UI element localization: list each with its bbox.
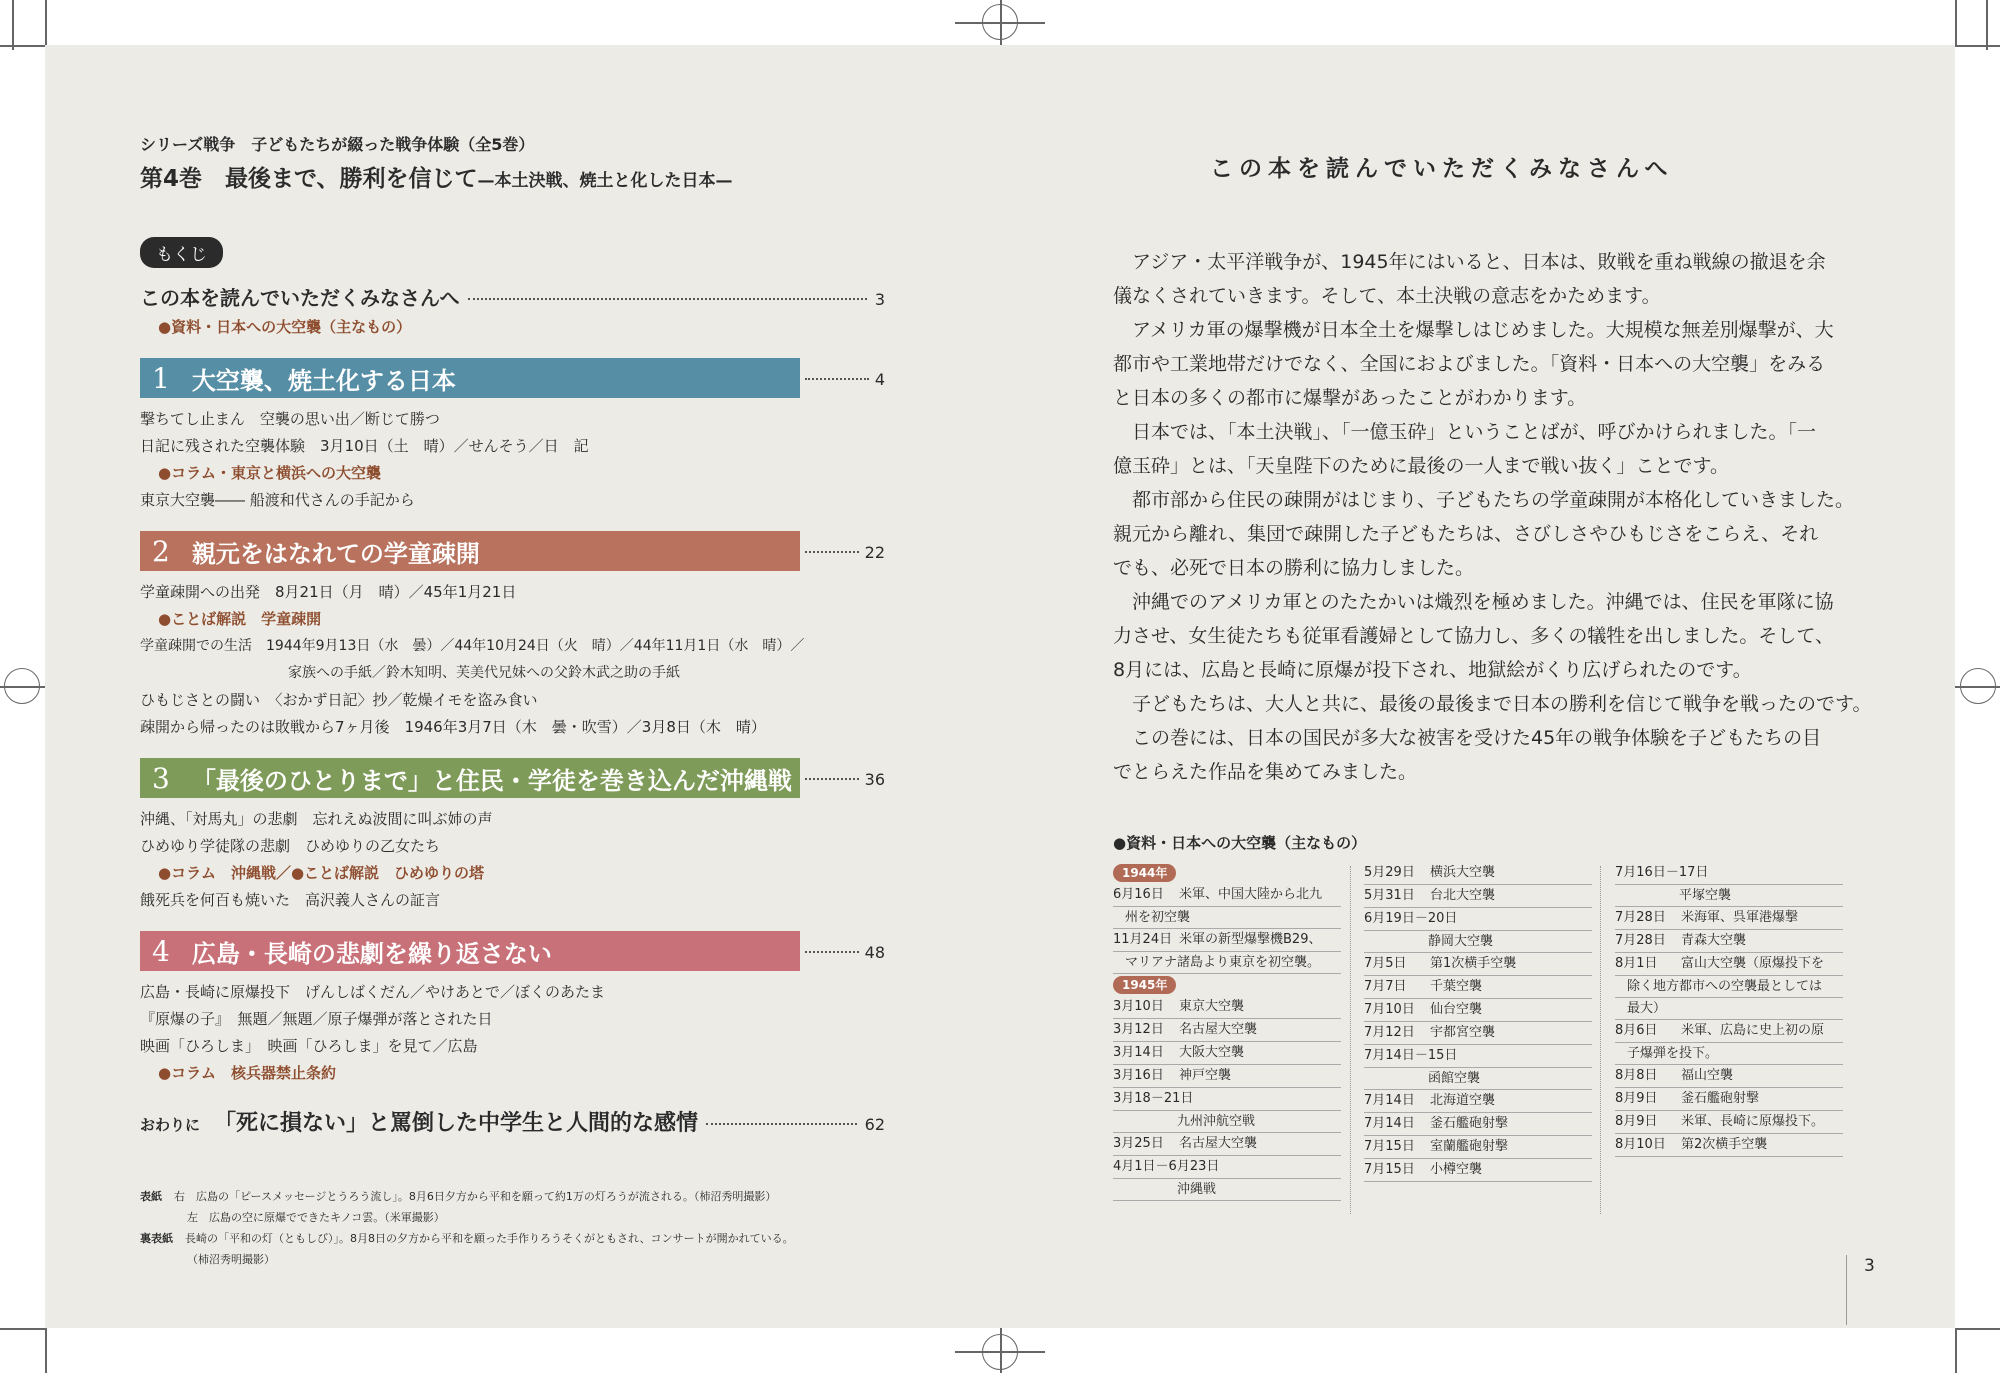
- air-raid-date: 4月1日－6月23日: [1113, 1159, 1220, 1174]
- toc-column-item[interactable]: ●コラム 核兵器禁止条約: [158, 1064, 336, 1082]
- air-raid-event: 第2次横手空襲: [1681, 1137, 1768, 1152]
- air-raid-date: 11月24日: [1113, 932, 1173, 947]
- air-raid-event: 青森大空襲: [1681, 933, 1747, 948]
- column-divider: [1600, 866, 1601, 1214]
- chapter-1-heading[interactable]: [140, 358, 800, 398]
- air-raid-event: 米海軍、呉軍港爆撃: [1681, 910, 1799, 925]
- air-raid-row: [1615, 862, 1843, 885]
- air-raid-date: 7月28日: [1615, 910, 1666, 925]
- toc-sub-entry[interactable]: ●資料・日本への大空襲（主なもの）: [158, 318, 412, 336]
- air-raid-row: 九州沖航空戦: [1113, 1111, 1341, 1133]
- air-raid-date: 7月28日: [1615, 933, 1666, 948]
- toc-page-number: 3: [874, 290, 885, 309]
- air-raid-row: [1364, 1090, 1592, 1113]
- air-raid-event: 第1次横手空襲: [1430, 956, 1517, 971]
- air-raid-row: [1364, 885, 1592, 908]
- intro-paragraph: [1113, 245, 1872, 789]
- toc-page-number: 48: [864, 943, 885, 962]
- chapter-title: 「最後のひとりまで」と住民・学徒を巻き込んだ沖縄戦: [191, 766, 792, 795]
- air-raid-date: 3月14日: [1113, 1045, 1164, 1060]
- toc-page-number: 62: [864, 1115, 885, 1134]
- air-raid-date: 8月8日: [1615, 1068, 1658, 1083]
- air-raid-date: 7月16日－17日: [1615, 865, 1709, 880]
- air-raid-date: 3月25日: [1113, 1136, 1164, 1151]
- text-line: この巻には、日本の国民が多大な被害を受けた45年の戦争体験を子どもたちの目: [1113, 727, 1822, 749]
- air-raid-row: 静岡大空襲: [1364, 931, 1592, 953]
- text-line: 都市や工業地帯だけでなく、全国におよびました。「資料・日本への大空襲」をみる: [1113, 353, 1826, 375]
- air-raid-date: 7月15日: [1364, 1162, 1415, 1177]
- toc-item[interactable]: 広島・長崎に原爆投下 げんしばくだん／やけあとで／ぼくのあたま: [140, 983, 606, 1001]
- toc-item[interactable]: 『原爆の子』 無題／無題／原子爆弾が落とされた日: [140, 1010, 493, 1028]
- air-raid-row: [1615, 1088, 1843, 1111]
- air-raid-date: 3月18－21日: [1113, 1091, 1194, 1106]
- toc-item[interactable]: 餓死兵を何百も焼いた 高沢義人さんの証言: [140, 891, 441, 909]
- air-raid-row: [1113, 929, 1341, 952]
- toc-item[interactable]: 映画「ひろしま」 映画「ひろしま」を見て／広島: [140, 1037, 478, 1055]
- air-raid-date: 5月29日: [1364, 865, 1415, 880]
- air-raid-event: 米軍の新型爆撃機B29、: [1179, 932, 1322, 947]
- toc-page-number: 36: [864, 770, 885, 789]
- air-raid-event: 宇都宮空襲: [1430, 1025, 1496, 1040]
- chapter-number: 4: [152, 934, 170, 968]
- air-raid-event: 米軍、中国大陸から北九: [1179, 887, 1323, 902]
- toc-item[interactable]: 学童疎開への出発 8月21日（月 晴）／45年1月21日: [140, 583, 517, 601]
- air-raid-event: 名古屋大空襲: [1179, 1022, 1258, 1037]
- air-raid-column-2: [1364, 862, 1592, 1182]
- air-raid-row: [1615, 1134, 1843, 1157]
- text-line: 力させ、女生徒たちも従軍看護婦として協力し、多くの犠牲を出しました。そして、: [1113, 625, 1835, 647]
- toc-column-item[interactable]: ●コラム 沖縄戦／●ことば解説 ひめゆりの塔: [158, 864, 485, 882]
- toc-item[interactable]: 沖縄、「対馬丸」の悲劇 忘れえぬ波間に叫ぶ姉の声: [140, 810, 493, 828]
- air-raid-row: [1615, 953, 1843, 976]
- chapter-4-heading[interactable]: [140, 931, 800, 971]
- air-raid-event: 台北大空襲: [1430, 888, 1496, 903]
- air-raid-event: 釜石艦砲射撃: [1430, 1116, 1509, 1131]
- air-raid-event: 東京大空襲: [1179, 999, 1245, 1014]
- toc-entry-title: この本を読んでいただくみなさんへ: [140, 286, 460, 310]
- series-title: シリーズ戦争 子どもたちが綴った戦争体験（全5巻）: [140, 135, 535, 154]
- air-raid-row: [1364, 908, 1592, 931]
- air-raid-row: [1113, 1019, 1341, 1042]
- text-line: と日本の多くの都市に爆撃があったことがわかります。: [1113, 387, 1587, 409]
- back-cover-credit: [140, 1230, 794, 1246]
- credit-label: 表紙: [140, 1190, 162, 1203]
- air-raid-date: 8月10日: [1615, 1137, 1666, 1152]
- air-raid-event: 大阪大空襲: [1179, 1045, 1245, 1060]
- air-raid-event: 富山大空襲（原爆投下を: [1681, 956, 1825, 971]
- toc-item[interactable]: ひめゆり学徒隊の悲劇 ひめゆりの乙女たち: [140, 837, 441, 855]
- leader-dots: [706, 1123, 857, 1125]
- toc-item[interactable]: 学童疎開での生活 1944年9月13日（水 曇）／44年10月24日（火 晴）／44年11月1日（水 晴）／: [140, 638, 805, 654]
- air-raid-date: 7月7日: [1364, 979, 1407, 994]
- text-line: 日本では、「本土決戦」、「一億玉砕」ということばが、呼びかけられました。「一: [1113, 421, 1817, 443]
- air-raid-event: 北海道空襲: [1430, 1093, 1496, 1108]
- column-divider: [1350, 866, 1351, 1214]
- air-raid-row: [1113, 1042, 1341, 1065]
- air-raid-row: [1615, 1065, 1843, 1088]
- toc-entry-ending[interactable]: [140, 1106, 885, 1137]
- air-raid-event: 室蘭艦砲射撃: [1430, 1139, 1509, 1154]
- text-line: 沖縄でのアメリカ軍とのたたかいは熾烈を極めました。沖縄では、住民を軍隊に協: [1113, 591, 1834, 613]
- air-raid-row: 州を初空襲: [1113, 907, 1341, 929]
- page-number: 3: [1864, 1256, 1875, 1276]
- text-line: 子どもたちは、大人と共に、最後の最後まで日本の勝利を信じて戦争を戦ったのです。: [1113, 693, 1872, 715]
- toc-column-item[interactable]: ●ことば解説 学童疎開: [158, 610, 322, 628]
- air-raid-date: 6月16日: [1113, 887, 1164, 902]
- chapter-3-page: [805, 770, 885, 789]
- chapter-title: 広島・長崎の悲劇を繰り返さない: [191, 939, 552, 968]
- air-raid-row: [1113, 1133, 1341, 1156]
- toc-page-number: 4: [874, 370, 885, 389]
- air-raid-date: 3月16日: [1113, 1068, 1164, 1083]
- air-raid-row: 平塚空襲: [1615, 885, 1843, 907]
- air-raid-row: [1364, 999, 1592, 1022]
- air-raid-event: 小樽空襲: [1430, 1162, 1483, 1177]
- cover-credit-left: 左 広島の空に原爆でできたキノコ雲。（米軍撮影）: [187, 1211, 445, 1224]
- air-raid-row: [1364, 1045, 1592, 1068]
- cover-credit-right: [140, 1188, 776, 1204]
- year-badge: 1944年: [1113, 864, 1176, 882]
- chapter-number: 3: [152, 761, 170, 795]
- air-raid-row: [1615, 930, 1843, 953]
- air-raid-date: 8月9日: [1615, 1114, 1658, 1129]
- text-line: 都市部から住民の疎開がはじまり、子どもたちの学童疎開が本格化していきました。: [1113, 489, 1855, 511]
- air-raid-date: 5月31日: [1364, 888, 1415, 903]
- leader-dots: [468, 298, 867, 300]
- air-raid-table-title: ●資料・日本への大空襲（主なもの）: [1113, 834, 1367, 852]
- air-raid-event: 横浜大空襲: [1430, 865, 1496, 880]
- text-line: アジア・太平洋戦争が、1945年にはいると、日本は、敗戦を重ね戦線の撤退を余: [1113, 251, 1826, 273]
- credit-label: 裏表紙: [140, 1232, 173, 1245]
- volume-subtitle: —本土決戦、焼土と化した日本—: [477, 171, 733, 191]
- air-raid-row: [1364, 1022, 1592, 1045]
- air-raid-row: [1364, 862, 1592, 885]
- air-raid-row: [1364, 1159, 1592, 1182]
- chapter-number: 1: [152, 361, 170, 395]
- text-line: でも、必死で日本の勝利に協力しました。: [1113, 557, 1475, 579]
- air-raid-event: 米軍、長崎に原爆投下。: [1681, 1114, 1825, 1129]
- toc-page-number: 22: [864, 543, 885, 562]
- air-raid-date: 8月9日: [1615, 1091, 1658, 1106]
- air-raid-date: 6月19日－20日: [1364, 911, 1458, 926]
- toc-item[interactable]: 東京大空襲―― 船渡和代さんの手記から: [140, 491, 415, 509]
- air-raid-date: 7月14日－15日: [1364, 1048, 1458, 1063]
- volume-main-title: 第4巻 最後まで、勝利を信じて: [140, 166, 478, 192]
- chapter-title: 大空襲、焼土化する日本: [191, 366, 456, 395]
- air-raid-row: [1113, 996, 1341, 1019]
- air-raid-date: 3月10日: [1113, 999, 1164, 1014]
- air-raid-column-1: [1113, 862, 1341, 1201]
- air-raid-row: マリアナ諸島より東京を初空襲。: [1113, 952, 1341, 974]
- air-raid-date: 7月12日: [1364, 1025, 1415, 1040]
- toc-item[interactable]: 撃ちてし止まん 空襲の思い出／断じて勝つ: [140, 410, 440, 428]
- air-raid-row: [1615, 1020, 1843, 1043]
- air-raid-row: [1113, 1088, 1341, 1111]
- air-raid-row: [1615, 1111, 1843, 1134]
- air-raid-date: 7月14日: [1364, 1116, 1415, 1131]
- intro-title: この本を読んでいただくみなさんへ: [1210, 156, 1674, 182]
- ending-title: 「死に損ない」と罵倒した中学生と人間的な感情: [214, 1111, 699, 1136]
- air-raid-event: 名古屋大空襲: [1179, 1136, 1258, 1151]
- air-raid-date: 7月5日: [1364, 956, 1407, 971]
- air-raid-row: [1113, 1065, 1341, 1088]
- text-line: 8月には、広島と長崎に原爆が投下され、地獄絵がくり広げられたのです。: [1113, 659, 1752, 681]
- toc-item[interactable]: ひもじさとの闘い 〈おかず日記〉抄／乾燥イモを盗み食い: [140, 691, 538, 709]
- air-raid-row: [1364, 1113, 1592, 1136]
- air-raid-row: [1364, 953, 1592, 976]
- air-raid-row: 沖縄戦: [1113, 1179, 1341, 1201]
- air-raid-row: [1113, 1156, 1341, 1179]
- text-line: 億玉砕」とは、「天皇陛下のために最後の一人まで戦い抜く」ことです。: [1113, 455, 1729, 477]
- air-raid-date: 7月15日: [1364, 1139, 1415, 1154]
- toc-item[interactable]: 疎開から帰ったのは敗戦から7ヶ月後 1946年3月7日（木 曇・吹雪）／3月8日（木 晴）: [140, 718, 766, 736]
- text-line: でとらえた作品を集めてみました。: [1113, 761, 1418, 783]
- text-line: アメリカ軍の爆撃機が日本全土を爆撃しはじめました。大規模な無差別爆撃が、大: [1113, 319, 1834, 341]
- chapter-number: 2: [152, 534, 170, 568]
- chapter-4-page: [805, 943, 885, 962]
- air-raid-row: [1364, 976, 1592, 999]
- air-raid-row: 除く地方都市への空襲最としては: [1615, 976, 1843, 998]
- toc-entry-intro[interactable]: [140, 282, 885, 311]
- air-raid-event: 神戸空襲: [1179, 1068, 1232, 1083]
- year-badge: 1945年: [1113, 976, 1176, 994]
- air-raid-event: 米軍、広島に史上初の原: [1681, 1023, 1825, 1038]
- back-cover-photographer: （杮沼秀明撮影）: [187, 1253, 275, 1266]
- chapter-2-page: [805, 543, 885, 562]
- chapter-title: 親元をはなれての学童疎開: [191, 539, 480, 568]
- air-raid-date: 3月12日: [1113, 1022, 1164, 1037]
- text-line: 親元から離れ、集団で疎開した子どもたちは、さびしさやひもじさをこらえ、それ: [1113, 523, 1819, 545]
- air-raid-row: 最大）: [1615, 998, 1843, 1020]
- air-raid-column-3: [1615, 862, 1843, 1157]
- air-raid-date: 8月6日: [1615, 1023, 1658, 1038]
- air-raid-row: [1364, 1136, 1592, 1159]
- air-raid-date: 7月14日: [1364, 1093, 1415, 1108]
- toc-item[interactable]: 家族への手紙／鈴木知明、芙美代兄妹への父鈴木武之助の手紙: [288, 665, 680, 681]
- air-raid-date: 7月10日: [1364, 1002, 1415, 1017]
- ending-label: おわりに: [140, 1116, 201, 1134]
- air-raid-row: 函館空襲: [1364, 1068, 1592, 1090]
- chapter-1-page: [805, 370, 885, 389]
- air-raid-row: [1615, 907, 1843, 930]
- air-raid-event: 釜石艦砲射撃: [1681, 1091, 1760, 1106]
- air-raid-event: 仙台空襲: [1430, 1002, 1483, 1017]
- toc-item[interactable]: 日記に残された空襲体験 3月10日（土 晴）／せんそう／日 記: [140, 437, 589, 455]
- text-line: 儀なくされていきます。そして、本土決戦の意志をかためます。: [1113, 285, 1661, 307]
- volume-title: [140, 160, 733, 193]
- toc-column-item[interactable]: ●コラム・東京と横浜への大空襲: [158, 464, 381, 482]
- air-raid-event: 福山空襲: [1681, 1068, 1734, 1083]
- credit-text: 長崎の「平和の灯（ともしび）」。8月8日の夕方から平和を願った手作りろうそくがともされ、コンサートが開かれている。: [185, 1232, 794, 1245]
- air-raid-event: 千葉空襲: [1430, 979, 1483, 994]
- contents-badge: もくじ: [140, 237, 223, 268]
- air-raid-date: 8月1日: [1615, 956, 1658, 971]
- page-number-rule: [1846, 1255, 1847, 1325]
- air-raid-row: [1113, 884, 1341, 907]
- chapter-2-heading[interactable]: [140, 531, 800, 571]
- air-raid-row: 子爆弾を投下。: [1615, 1043, 1843, 1065]
- chapter-3-heading[interactable]: [140, 758, 800, 798]
- credit-text: 右 広島の「ピースメッセージとうろう流し」。8月6日夕方から平和を願って約1万の灯ろうが流される。（杮沼秀明撮影）: [174, 1190, 777, 1203]
